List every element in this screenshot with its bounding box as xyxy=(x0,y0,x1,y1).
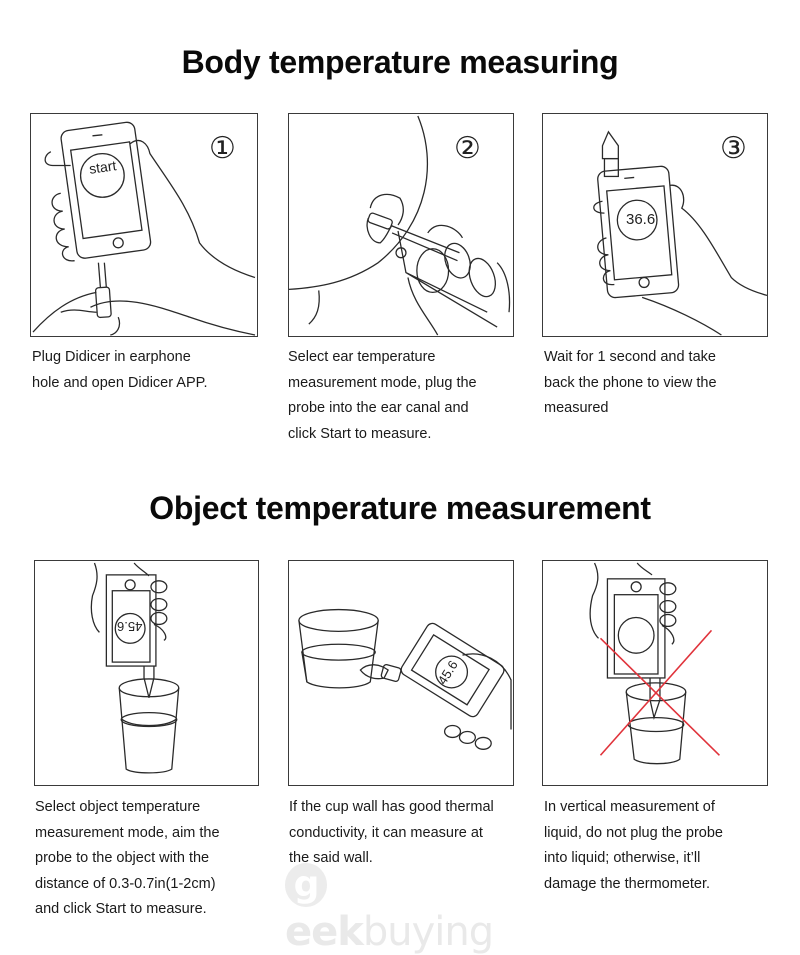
caption-line: click Start to measure. xyxy=(288,425,432,442)
caption-line: hole and open Didicer APP. xyxy=(32,374,208,391)
step-number-2: ② xyxy=(454,132,481,165)
illustration-object-do-not-immerse xyxy=(542,560,768,786)
illustration-step-2-ear-probe xyxy=(288,113,514,337)
watermark-text-buying: buying xyxy=(362,909,494,955)
caption-line: conductivity, it can measure at xyxy=(289,824,483,841)
phone-screen-reading-45-6: 45.6 xyxy=(434,657,461,688)
watermark-text-eek: eek xyxy=(285,909,363,955)
section-title-body-temperature: Body temperature measuring xyxy=(181,44,619,80)
caption-step-3 xyxy=(544,345,784,422)
caption-line: In vertical measurement of xyxy=(544,799,715,815)
illustration-step-1-plug-in xyxy=(30,113,258,337)
caption-line: If the cup wall has good thermal xyxy=(289,799,494,815)
phone-probe-in-liquid-icon xyxy=(543,561,767,785)
caption-line: Wait for 1 second and take xyxy=(544,349,716,365)
caption-line: Select ear temperature xyxy=(288,349,436,365)
phone-aim-cup-wall-icon xyxy=(289,561,513,785)
caption-line: and click Start to measure. xyxy=(35,901,207,917)
caption-step-1 xyxy=(32,345,272,396)
caption-line: liquid, do not plug the probe xyxy=(544,824,723,841)
caption-line: probe into the ear canal and xyxy=(288,400,469,416)
caption-line: Select object temperature xyxy=(35,799,201,815)
caption-object-1 xyxy=(35,795,275,923)
phone-screen-reading-36-6: 36.6 xyxy=(626,211,656,228)
caption-line: the said wall. xyxy=(289,850,373,866)
phone-screen-start-text: start xyxy=(88,157,118,177)
step-number-1: ① xyxy=(209,132,236,165)
caption-line: distance of 0.3-0.7in(1-2cm) xyxy=(35,875,216,892)
watermark-logo-icon: g xyxy=(285,863,327,907)
illustration-object-cup-wall xyxy=(288,560,514,786)
caption-line: back the phone to view the xyxy=(544,374,717,391)
caption-line: measurement mode, plug the xyxy=(288,374,477,391)
caption-line: into liquid; otherwise, it’ll xyxy=(544,850,701,866)
caption-line: Plug Didicer in earphone xyxy=(32,349,191,365)
step-number-3: ③ xyxy=(720,132,747,165)
section-title-object-temperature: Object temperature measurement xyxy=(149,490,651,526)
caption-object-3 xyxy=(544,795,784,897)
caption-step-2 xyxy=(288,345,528,447)
caption-object-2 xyxy=(289,795,539,872)
caption-line: damage the thermometer. xyxy=(544,875,711,892)
illustration-step-3-read-result xyxy=(542,113,768,337)
caption-line: measurement mode, aim the xyxy=(35,824,220,841)
caption-line: measured xyxy=(544,400,609,416)
illustration-object-vertical xyxy=(34,560,259,786)
phone-screen-reading-45-6-inverted: 45.6 xyxy=(117,619,143,634)
phone-over-cup-icon xyxy=(35,561,258,785)
caption-line: probe to the object with the xyxy=(35,850,210,866)
